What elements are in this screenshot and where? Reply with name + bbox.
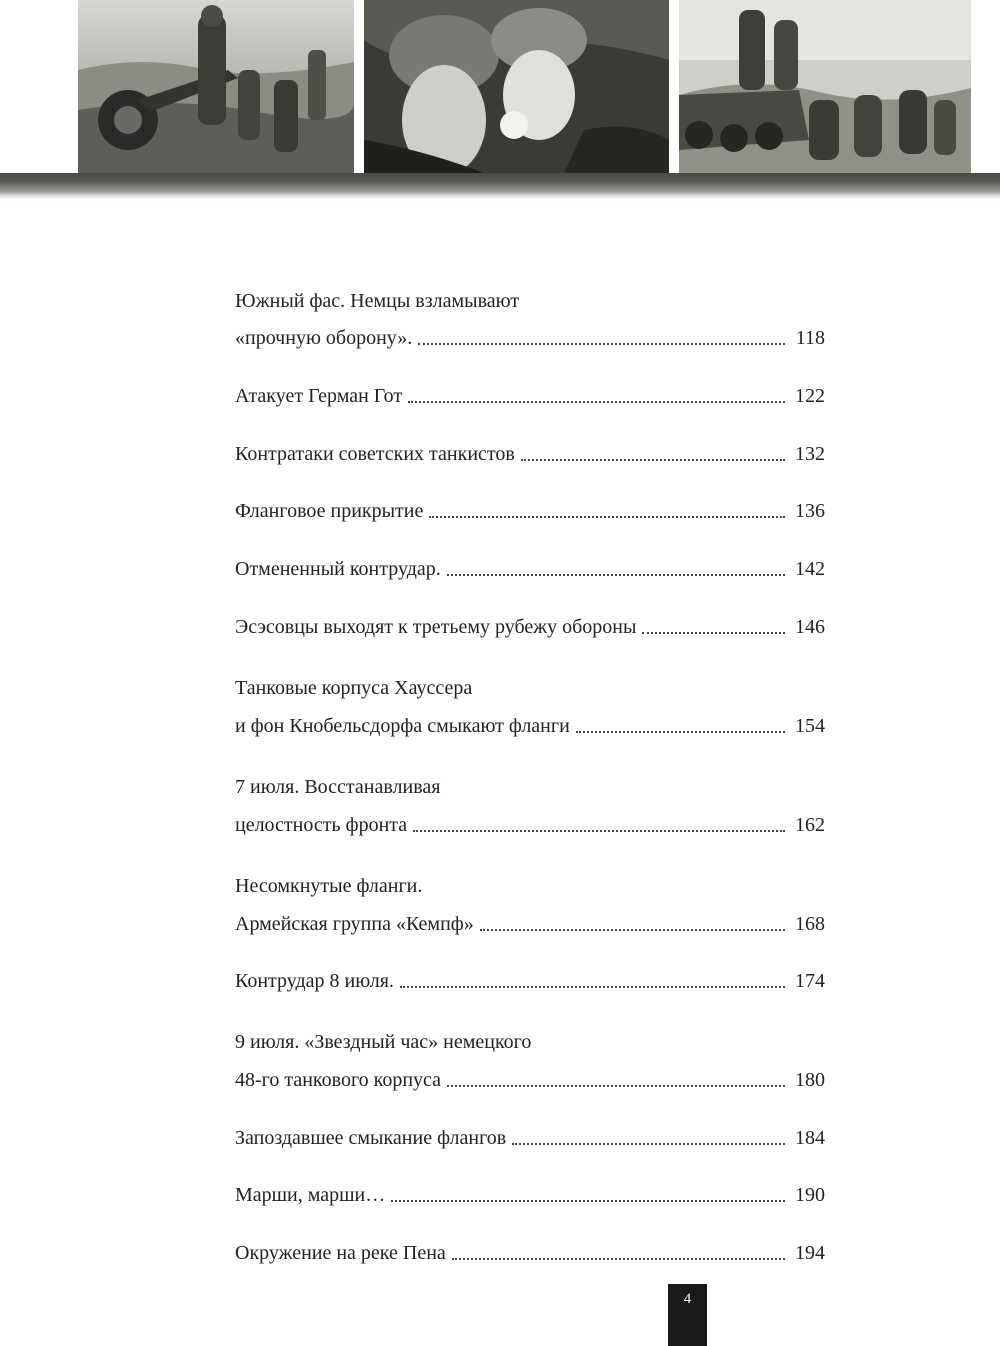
dot-leader — [512, 1143, 785, 1145]
toc-entry-7-line-1 — [235, 666, 825, 698]
dot-leader — [429, 516, 785, 518]
toc-entry-8[interactable] — [235, 803, 825, 835]
page-number: 4 — [683, 1291, 692, 1307]
toc-entry-13[interactable] — [235, 1173, 825, 1205]
toc-entry-title: Контратаки советских танкистов — [235, 444, 519, 464]
toc-entry-2[interactable] — [235, 374, 825, 406]
toc-page-number: 180 — [795, 1069, 825, 1091]
dot-leader — [480, 929, 785, 931]
dot-leader — [413, 830, 785, 832]
toc-entry-title: и фон Кнобельсдорфа смыкают фланги — [235, 716, 574, 736]
dot-leader — [521, 459, 785, 461]
dot-leader — [447, 1085, 785, 1087]
toc-page-number: 136 — [795, 500, 825, 522]
toc-page-number: 174 — [795, 970, 825, 992]
dot-leader — [447, 574, 785, 576]
toc-entry-8-line-1 — [235, 765, 825, 797]
field-gun-crew-photo — [78, 0, 354, 173]
toc-entry-title: 9 июля. «Звездный час» немецкого — [235, 1032, 535, 1052]
toc-entry-title: Окружение на реке Пена — [235, 1243, 450, 1263]
toc-entry-title: Южный фас. Немцы взламывают — [235, 291, 523, 311]
toc-entry-title: Танковые корпуса Хауссера — [235, 678, 476, 698]
toc-entry-11[interactable] — [235, 1058, 825, 1090]
toc-entry-7[interactable] — [235, 704, 825, 736]
dot-leader — [391, 1200, 785, 1202]
toc-entry-9[interactable] — [235, 902, 825, 934]
toc-entry-4[interactable] — [235, 489, 825, 521]
toc-page-number: 194 — [795, 1242, 825, 1264]
toc-entry-title: Контрудар 8 июля. — [235, 971, 398, 991]
dot-leader — [576, 731, 785, 733]
toc-entry-title: Марши, марши… — [235, 1185, 389, 1205]
toc-page-number: 122 — [795, 385, 825, 407]
toc-page-number: 184 — [795, 1127, 825, 1149]
toc-entry-12[interactable] — [235, 1116, 825, 1148]
dot-leader — [418, 343, 785, 345]
header-bar — [0, 173, 1000, 201]
toc-page-number: 146 — [795, 616, 825, 638]
infantry-and-tank-assault-photo — [679, 0, 971, 173]
toc-entry-title: «прочную оборону». — [235, 328, 416, 348]
toc-entry-10[interactable] — [235, 959, 825, 991]
toc-page-number: 190 — [795, 1184, 825, 1206]
toc-page-number: 142 — [795, 558, 825, 580]
page-number-badge — [668, 1284, 707, 1346]
toc-entry-title: 48-го танкового корпуса — [235, 1070, 445, 1090]
dot-leader — [408, 401, 785, 403]
toc-entry-title: целостность фронта — [235, 815, 411, 835]
toc-entry-title: Отмененный контрудар. — [235, 559, 445, 579]
soldiers-lighting-cigarette-photo — [364, 0, 669, 173]
toc-entry-11-line-1 — [235, 1020, 825, 1052]
toc-page-number: 162 — [795, 814, 825, 836]
toc-entry-title: Несомкнутые фланги. — [235, 876, 426, 896]
dot-leader — [452, 1258, 785, 1260]
toc-page-number: 118 — [795, 327, 825, 349]
toc-entry-title: Атакует Герман Гот — [235, 386, 406, 406]
toc-entry-title: Армейская группа «Кемпф» — [235, 914, 478, 934]
toc-entry-title: 7 июля. Восстанавливая — [235, 777, 444, 797]
toc-entry-title: Эсэсовцы выходят к третьему рубежу обороны — [235, 617, 640, 637]
toc-entry-title: Фланговое прикрытие — [235, 501, 427, 521]
toc-entry-9-line-1 — [235, 864, 825, 896]
toc-entry-1[interactable] — [235, 316, 825, 348]
toc-entry-14[interactable] — [235, 1231, 825, 1263]
toc-entry-3[interactable] — [235, 432, 825, 464]
dot-leader — [400, 986, 785, 988]
dot-leader — [642, 632, 785, 634]
toc-page-number: 168 — [795, 913, 825, 935]
toc-page-number: 132 — [795, 443, 825, 465]
toc-page-number: 154 — [795, 715, 825, 737]
toc-entry-5[interactable] — [235, 547, 825, 579]
header-photo-strip — [78, 0, 998, 173]
toc-entry-1-line-1 — [235, 279, 825, 311]
toc-entry-6[interactable] — [235, 605, 825, 637]
toc-entry-title: Запоздавшее смыкание флангов — [235, 1128, 510, 1148]
